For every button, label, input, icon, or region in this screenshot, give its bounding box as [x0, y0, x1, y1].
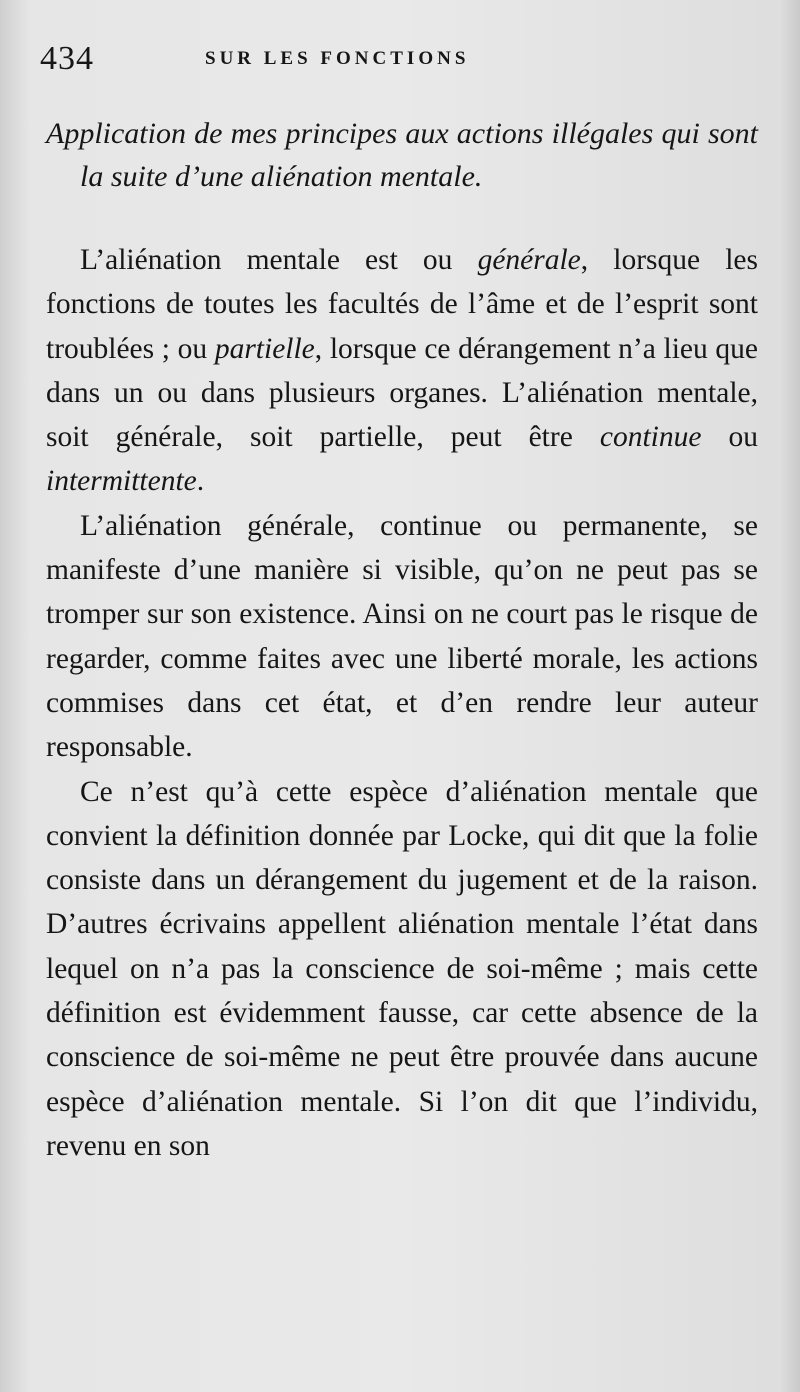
paragraph-locke-definition: Ce n’est qu’à cette espèce d’aliénation mentale que convient la définition donnée par Locke, qui dit que la folie consiste dans un dérangement du jugement et de la raison. D’autres écrivains appellent aliénation mentale l’état dans lequel on n’a pas la conscience de soi-même ; mais cette définition est évidemment fausse, car cette absence de la conscience de soi-même ne peut être prouvée dans aucune espèce d’aliénation mentale. Si l’on dit que l’individu, revenu en son	[46, 775, 758, 1162]
paragraph-text: , lorsque ce dérangement n’a lieu que dans un ou dans plusieurs organes. L’aliénation mentale, soit générale, soit partielle, peut être	[46, 332, 758, 454]
page-header	[40, 40, 760, 80]
paragraph-alienation-types	[46, 238, 758, 504]
paragraph-text: L’aliénation mentale est ou	[80, 244, 478, 276]
running-title: SUR LES FONCTIONS	[205, 48, 470, 69]
paragraph-text: .	[196, 465, 205, 498]
emphasis-intermittente: intermittente	[46, 465, 197, 498]
paragraph-general-alienation: L’aliénation générale, continue ou permanente, se manifeste d’une manière si visible, qu’on ne peut pas se tromper sur son existence. Ainsi on ne court pas le risque de regarder, comme faites avec une liberté morale, les actions commises dans cet état, et d’en rendre leur auteur responsable.	[46, 509, 758, 764]
paragraph-text: ou	[701, 421, 759, 454]
section-heading: Application de mes principes aux actions illégales qui sont la suite d’une aliénation mentale.	[46, 117, 758, 193]
emphasis-continue: continue	[599, 421, 702, 454]
page-number: 434	[40, 40, 94, 77]
page-content	[46, 112, 758, 1168]
paragraph-text: , lorsque les fonctions de toutes les facultés de l’âme et de l’esprit sont troublées ; ou	[46, 244, 758, 365]
emphasis-partielle: partielle	[214, 332, 315, 365]
emphasis-generale: générale	[477, 244, 581, 276]
